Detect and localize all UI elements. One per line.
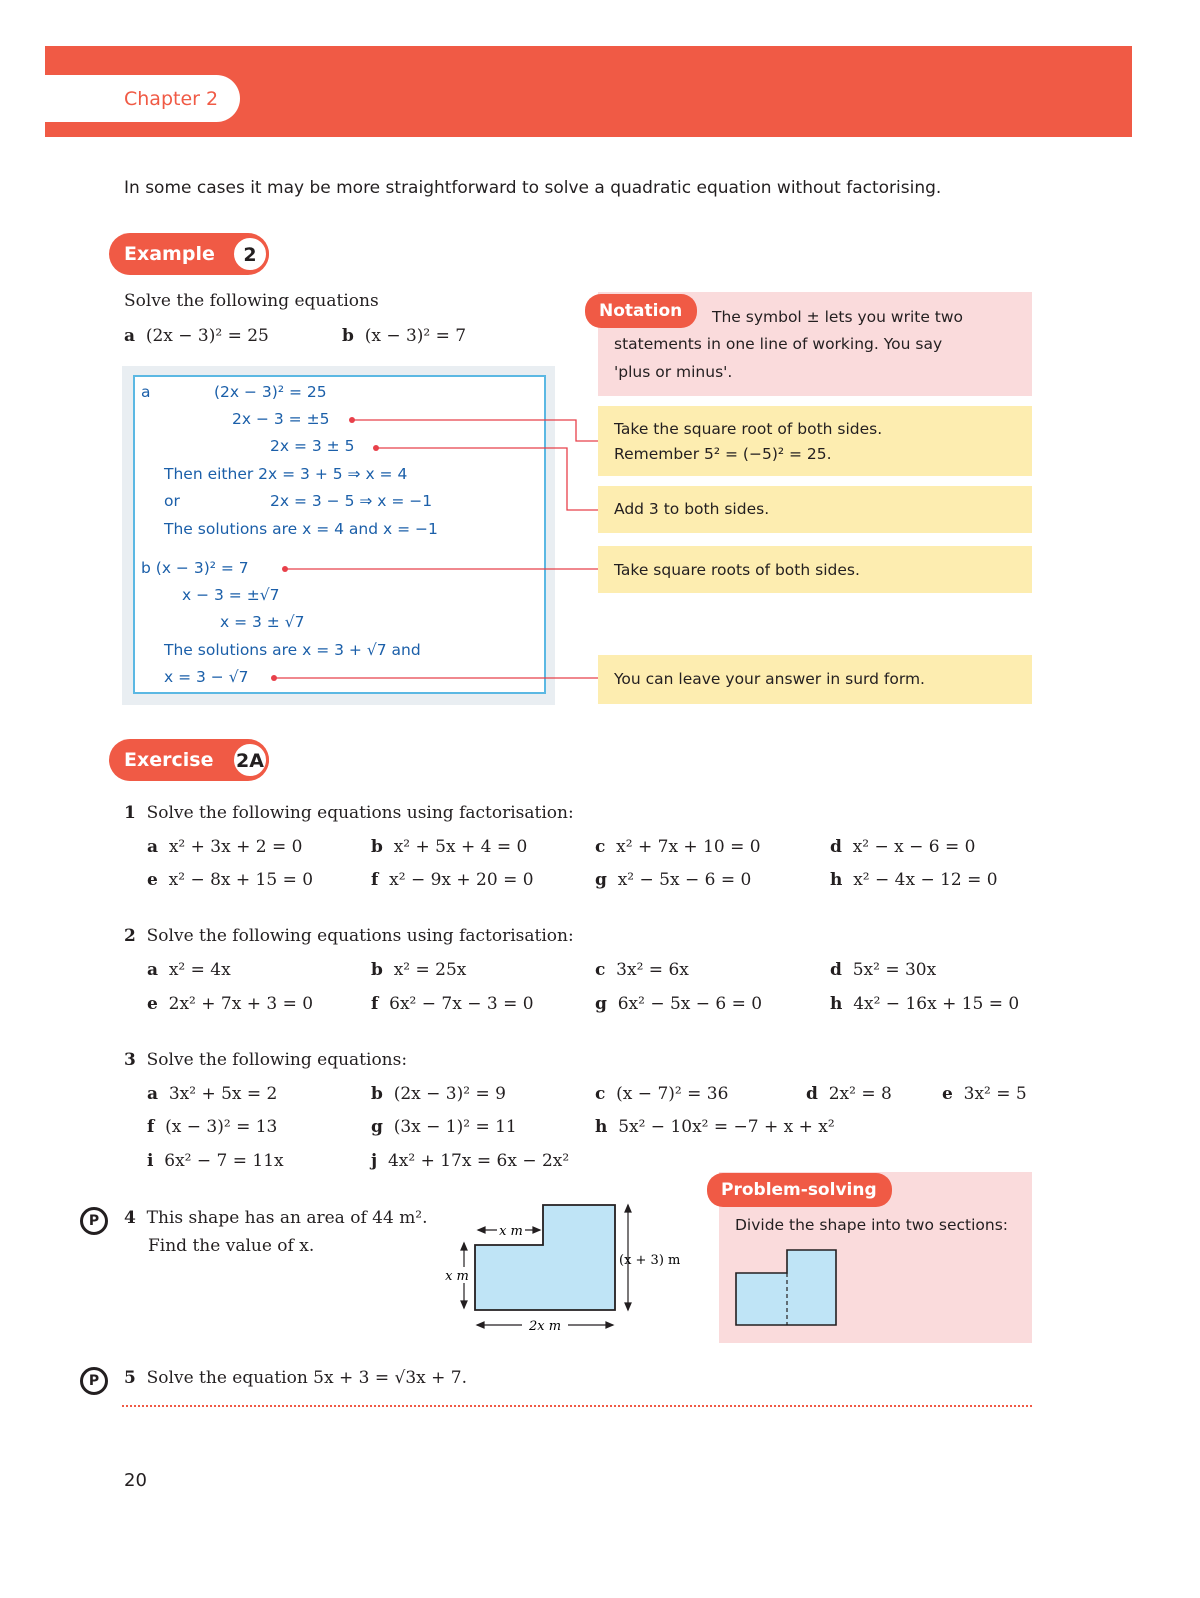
problem-solving-marker: P: [80, 1367, 108, 1395]
question-1: [124, 803, 574, 823]
part-text: (x − 3)² = 7: [364, 326, 467, 346]
item-label: g: [595, 994, 607, 1014]
dim-label-top: x m: [499, 1224, 523, 1239]
question-text: Solve the equation 5x + 3 = √3x + 7.: [146, 1368, 467, 1388]
q2-item: [147, 960, 231, 980]
item-label: e: [147, 870, 158, 890]
part-text: (2x − 3)² = 25: [145, 326, 269, 346]
item-label: h: [830, 994, 843, 1014]
solution-line: Then either 2x = 3 + 5 ⇒ x = 4: [164, 465, 408, 483]
solution-line: The solutions are x = 4 and x = −1: [164, 520, 438, 538]
q1-item: [147, 837, 302, 857]
q3-item: [147, 1151, 284, 1171]
hint-connectors: [0, 0, 1200, 720]
question-text: This shape has an area of 44 m².: [146, 1208, 428, 1228]
q1-item: [830, 870, 998, 890]
hint-line: Add 3 to both sides.: [614, 500, 770, 518]
hint-line: Remember 5² = (−5)² = 25.: [614, 445, 832, 463]
q3-item: [147, 1084, 277, 1104]
hint-line: Take the square root of both sides.: [614, 420, 883, 438]
item-text: (x − 7)² = 36: [616, 1084, 729, 1104]
q3-item: [371, 1117, 517, 1137]
question-number: 4: [124, 1208, 136, 1228]
item-text: (2x − 3)² = 9: [393, 1084, 506, 1104]
item-label: c: [595, 1084, 606, 1104]
exercise-number: 2A: [231, 741, 269, 779]
item-text: x² = 4x: [168, 960, 231, 980]
q1-item: [147, 870, 313, 890]
dim-label-right: (x + 3) m: [619, 1253, 681, 1268]
hint-line: Take square roots of both sides.: [614, 561, 860, 579]
solution-line: 2x = 3 − 5 ⇒ x = −1: [270, 492, 433, 510]
item-text: 6x² − 5x − 6 = 0: [617, 994, 763, 1014]
question-text: Solve the following equations:: [146, 1050, 408, 1070]
notation-tag: Notation: [585, 294, 697, 328]
question-3: [124, 1050, 407, 1070]
q1-item: [830, 837, 975, 857]
arrowhead: [478, 1227, 485, 1233]
q3-item: [371, 1084, 506, 1104]
item-label: d: [830, 837, 842, 857]
problem-solving-text: Divide the shape into two sections:: [735, 1216, 1008, 1234]
solution-line: (2x − 3)² = 25: [214, 383, 327, 401]
item-label: g: [371, 1117, 383, 1137]
item-label: j: [371, 1151, 378, 1171]
l-shape: [475, 1205, 615, 1310]
item-text: 4x² + 17x = 6x − 2x²: [387, 1151, 570, 1171]
dim-label-bottom: 2x m: [528, 1319, 562, 1334]
q3-item: [942, 1084, 1027, 1104]
example-number: 2: [231, 235, 269, 273]
item-text: (3x − 1)² = 11: [393, 1117, 517, 1137]
arrowhead: [533, 1227, 540, 1233]
problem-solving-marker: P: [80, 1207, 108, 1235]
item-text: x² − 8x + 15 = 0: [168, 870, 314, 890]
arrowhead: [477, 1322, 484, 1328]
question-number: 1: [124, 803, 136, 823]
connector-dot: [271, 675, 277, 681]
q3-item: [147, 1117, 277, 1137]
hint-line: You can leave your answer in surd form.: [614, 670, 925, 688]
item-label: a: [147, 1084, 159, 1104]
connector-dot: [282, 566, 288, 572]
item-label: d: [830, 960, 842, 980]
question-number: 3: [124, 1050, 136, 1070]
solution-line: x − 3 = ±√7: [182, 586, 280, 604]
question-2: [124, 926, 574, 946]
part-label: a: [124, 326, 136, 346]
item-label: c: [595, 960, 606, 980]
page-number: 20: [124, 1470, 147, 1491]
item-text: x² − x − 6 = 0: [852, 837, 976, 857]
item-label: i: [147, 1151, 154, 1171]
solution-line: 2x − 3 = ±5: [232, 410, 330, 428]
item-text: x² = 25x: [393, 960, 467, 980]
item-label: g: [595, 870, 607, 890]
question-number: 2: [124, 926, 136, 946]
q3-item: [595, 1084, 728, 1104]
connector-dot: [349, 417, 355, 423]
q2-item: [147, 994, 313, 1014]
question-number: 5: [124, 1368, 136, 1388]
arrowhead: [461, 1301, 467, 1308]
solution-line: x = 3 ± √7: [220, 613, 305, 631]
solution-line: b (x − 3)² = 7: [141, 559, 249, 577]
item-text: x² − 5x − 6 = 0: [617, 870, 752, 890]
item-text: x² + 7x + 10 = 0: [616, 837, 761, 857]
q2-item: [371, 994, 534, 1014]
question-4: [124, 1208, 428, 1228]
item-text: 5x² − 10x² = −7 + x + x²: [618, 1117, 835, 1137]
connector-line: [376, 448, 598, 510]
split-shape-diagram: [730, 1245, 845, 1330]
item-label: b: [371, 837, 383, 857]
part-label: b: [342, 326, 354, 346]
item-text: 6x² − 7x − 3 = 0: [389, 994, 534, 1014]
problem-solving-tag: Problem-solving: [707, 1173, 892, 1207]
solution-line: or: [164, 492, 180, 510]
notation-line: statements in one line of working. You say: [614, 335, 943, 353]
item-text: 4x² − 16x + 15 = 0: [853, 994, 1020, 1014]
notation-line: 'plus or minus'.: [614, 363, 733, 381]
l-shape-diagram: [440, 1195, 700, 1340]
q3-item: [595, 1117, 835, 1137]
example-prompt: Solve the following equations: [124, 291, 379, 311]
item-label: d: [806, 1084, 818, 1104]
split-shape: [736, 1250, 836, 1325]
item-text: 3x² = 5: [963, 1084, 1027, 1104]
item-text: 2x² + 7x + 3 = 0: [168, 994, 314, 1014]
item-label: e: [942, 1084, 953, 1104]
q2-item: [595, 994, 762, 1014]
q2-item: [830, 960, 936, 980]
item-label: f: [371, 994, 379, 1014]
q1-item: [595, 870, 751, 890]
notation-line: The symbol ± lets you write two: [712, 308, 964, 326]
connector-dot: [373, 445, 379, 451]
q2-item: [595, 960, 689, 980]
question-text: Solve the following equations using factorisation:: [146, 803, 574, 823]
dim-label-left: x m: [445, 1269, 469, 1284]
intro-text: In some cases it may be more straightforward to solve a quadratic equation without factorising.: [124, 178, 942, 198]
item-text: 3x² = 6x: [616, 960, 689, 980]
question-text: Solve the following equations using factorisation:: [146, 926, 574, 946]
item-text: x² − 9x + 20 = 0: [389, 870, 534, 890]
item-text: 3x² + 5x = 2: [168, 1084, 278, 1104]
item-label: b: [371, 960, 383, 980]
item-text: x² + 5x + 4 = 0: [393, 837, 528, 857]
item-text: (x − 3)² = 13: [165, 1117, 278, 1137]
item-label: e: [147, 994, 158, 1014]
solution-line: 2x = 3 ± 5: [270, 437, 355, 455]
q1-item: [371, 870, 534, 890]
chapter-title: Chapter 2: [124, 88, 219, 110]
item-text: x² − 4x − 12 = 0: [853, 870, 998, 890]
solution-a-label: a: [141, 383, 151, 401]
solution-line: x = 3 − √7: [164, 668, 249, 686]
example-label-text: Example: [124, 243, 215, 265]
section-divider: [122, 1405, 1032, 1407]
item-label: h: [830, 870, 843, 890]
q3-item: [371, 1151, 569, 1171]
item-text: x² + 3x + 2 = 0: [168, 837, 303, 857]
item-label: f: [147, 1117, 155, 1137]
item-label: h: [595, 1117, 608, 1137]
item-label: b: [371, 1084, 383, 1104]
item-label: a: [147, 837, 159, 857]
solution-line: The solutions are x = 3 + √7 and: [164, 641, 421, 659]
arrowhead: [606, 1322, 613, 1328]
arrowhead: [625, 1303, 631, 1310]
question-5: [124, 1368, 467, 1388]
arrowhead: [461, 1243, 467, 1250]
arrowhead: [625, 1205, 631, 1212]
q1-item: [595, 837, 761, 857]
question-4-line2: Find the value of x.: [148, 1236, 315, 1256]
q2-item: [371, 960, 466, 980]
q1-item: [371, 837, 527, 857]
exercise-label-text: Exercise: [124, 749, 214, 771]
connector-line: [352, 420, 598, 441]
item-text: 2x² = 8: [828, 1084, 892, 1104]
item-label: c: [595, 837, 606, 857]
item-text: 6x² − 7 = 11x: [164, 1151, 284, 1171]
q2-item: [830, 994, 1019, 1014]
q3-item: [806, 1084, 892, 1104]
item-label: a: [147, 960, 159, 980]
item-text: 5x² = 30x: [852, 960, 937, 980]
item-label: f: [371, 870, 379, 890]
